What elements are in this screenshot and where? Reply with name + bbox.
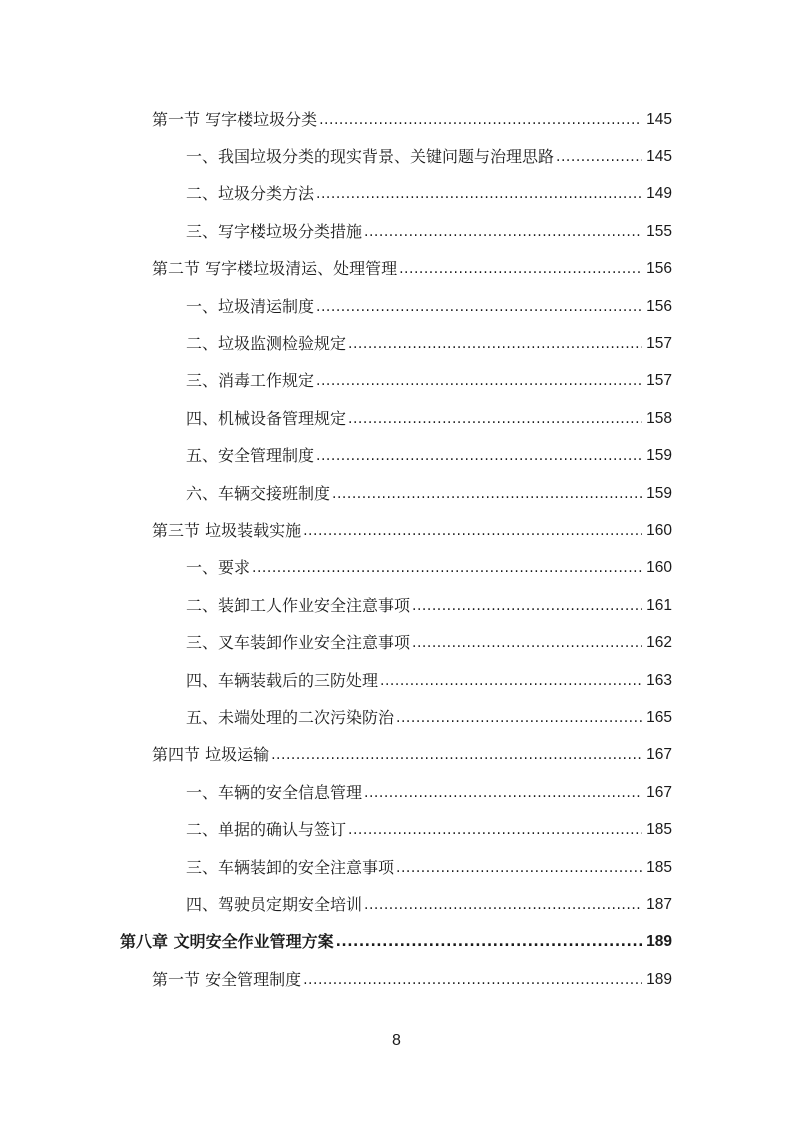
toc-entry-title: 五、未端处理的二次污染防治 [186, 707, 395, 727]
dot-leader [348, 820, 642, 840]
toc-entry-subsection[interactable] [0, 400, 793, 437]
toc-entry-subsection[interactable] [0, 662, 793, 699]
dot-leader [399, 259, 642, 279]
toc-entry-title: 一、要求 [186, 558, 251, 578]
toc-entry-subsection[interactable] [0, 138, 793, 175]
toc-entry-page: 161 [646, 596, 672, 614]
toc-entry-section[interactable] [0, 961, 793, 998]
dot-leader [271, 745, 642, 765]
toc-entry-page: 156 [646, 297, 672, 315]
toc-entry-page: 158 [646, 409, 672, 427]
toc-entry-chapter[interactable] [0, 924, 793, 961]
toc-entry-title: 一、我国垃圾分类的现实背景、关键问题与治理思路 [186, 147, 555, 167]
toc-entry-page: 157 [646, 372, 672, 390]
page-number: 8 [392, 1032, 401, 1049]
toc-entry-title: 二、装卸工人作业安全注意事项 [186, 595, 411, 615]
toc-entry-title: 一、垃圾清运制度 [186, 296, 315, 316]
toc-entry-page: 145 [646, 110, 672, 128]
toc-entry-page: 149 [646, 185, 672, 203]
dot-leader [252, 558, 642, 578]
toc-entry-title: 第一节 写字楼垃圾分类 [152, 109, 318, 129]
toc-entry-subsection[interactable] [0, 438, 793, 475]
toc-entry-subsection[interactable] [0, 213, 793, 250]
toc-entry-page: 167 [646, 746, 672, 764]
toc-entry-page: 159 [646, 484, 672, 502]
toc-entry-title: 三、消毒工作规定 [186, 371, 315, 391]
toc-entry-subsection[interactable] [0, 475, 793, 512]
toc-entry-title: 二、垃圾监测检验规定 [186, 334, 347, 354]
toc-entry-title: 四、驾驶员定期安全培训 [186, 894, 363, 914]
toc-entry-page: 156 [646, 260, 672, 278]
toc-entry-title: 二、垃圾分类方法 [186, 184, 315, 204]
toc-entry-section[interactable] [0, 101, 793, 138]
toc-entry-page: 189 [646, 933, 672, 951]
dot-leader [336, 932, 642, 952]
dot-leader [316, 446, 642, 466]
toc-entry-subsection[interactable] [0, 886, 793, 923]
dot-leader [364, 895, 642, 915]
toc-entry-subsection[interactable] [0, 288, 793, 325]
toc-entry-title: 四、机械设备管理规定 [186, 408, 347, 428]
toc-entry-title: 第三节 垃圾装载实施 [152, 520, 302, 540]
toc-entry-title: 五、安全管理制度 [186, 446, 315, 466]
toc-entry-page: 157 [646, 335, 672, 353]
dot-leader [412, 633, 642, 653]
dot-leader [332, 484, 642, 504]
toc-entry-page: 187 [646, 895, 672, 913]
toc-entry-title: 六、车辆交接班制度 [186, 483, 331, 503]
dot-leader [348, 409, 642, 429]
toc-entry-title: 三、写字楼垃圾分类措施 [186, 221, 363, 241]
toc-entry-page: 160 [646, 521, 672, 539]
toc-entry-subsection[interactable] [0, 550, 793, 587]
toc-entry-section[interactable] [0, 737, 793, 774]
toc-entry-subsection[interactable] [0, 811, 793, 848]
dot-leader [303, 521, 642, 541]
dot-leader [364, 783, 642, 803]
toc-entry-subsection[interactable] [0, 176, 793, 213]
toc-entry-title: 第二节 写字楼垃圾清运、处理管理 [152, 259, 398, 279]
dot-leader [364, 222, 642, 242]
toc-entry-subsection[interactable] [0, 699, 793, 736]
toc-entry-title: 第四节 垃圾运输 [152, 745, 270, 765]
dot-leader [380, 671, 642, 691]
table-of-contents [0, 101, 793, 998]
toc-entry-title: 三、叉车装卸作业安全注意事项 [186, 633, 411, 653]
toc-entry-title: 一、车辆的安全信息管理 [186, 782, 363, 802]
toc-entry-page: 185 [646, 858, 672, 876]
toc-entry-page: 155 [646, 222, 672, 240]
toc-entry-section[interactable] [0, 512, 793, 549]
toc-entry-page: 145 [646, 148, 672, 166]
toc-entry-title: 四、车辆装载后的三防处理 [186, 670, 379, 690]
toc-entry-title: 三、车辆装卸的安全注意事项 [186, 857, 395, 877]
toc-entry-page: 165 [646, 708, 672, 726]
toc-entry-title: 第一节 安全管理制度 [152, 969, 302, 989]
toc-entry-page: 159 [646, 447, 672, 465]
dot-leader [319, 110, 642, 130]
dot-leader [316, 184, 642, 204]
dot-leader [412, 596, 642, 616]
toc-entry-subsection[interactable] [0, 774, 793, 811]
toc-entry-subsection[interactable] [0, 849, 793, 886]
toc-entry-title: 二、单据的确认与签订 [186, 820, 347, 840]
toc-entry-page: 167 [646, 783, 672, 801]
toc-entry-section[interactable] [0, 251, 793, 288]
dot-leader [316, 297, 642, 317]
toc-entry-page: 163 [646, 671, 672, 689]
dot-leader [316, 371, 642, 391]
dot-leader [396, 858, 642, 878]
dot-leader [348, 334, 642, 354]
toc-entry-page: 189 [646, 970, 672, 988]
toc-entry-subsection[interactable] [0, 325, 793, 362]
toc-entry-title: 第八章 文明安全作业管理方案 [120, 932, 334, 952]
toc-entry-subsection[interactable] [0, 587, 793, 624]
toc-entry-page: 162 [646, 634, 672, 652]
dot-leader [396, 708, 642, 728]
toc-entry-page: 185 [646, 821, 672, 839]
dot-leader [303, 970, 642, 990]
dot-leader [556, 147, 642, 167]
toc-entry-page: 160 [646, 559, 672, 577]
toc-entry-subsection[interactable] [0, 624, 793, 661]
toc-entry-subsection[interactable] [0, 363, 793, 400]
